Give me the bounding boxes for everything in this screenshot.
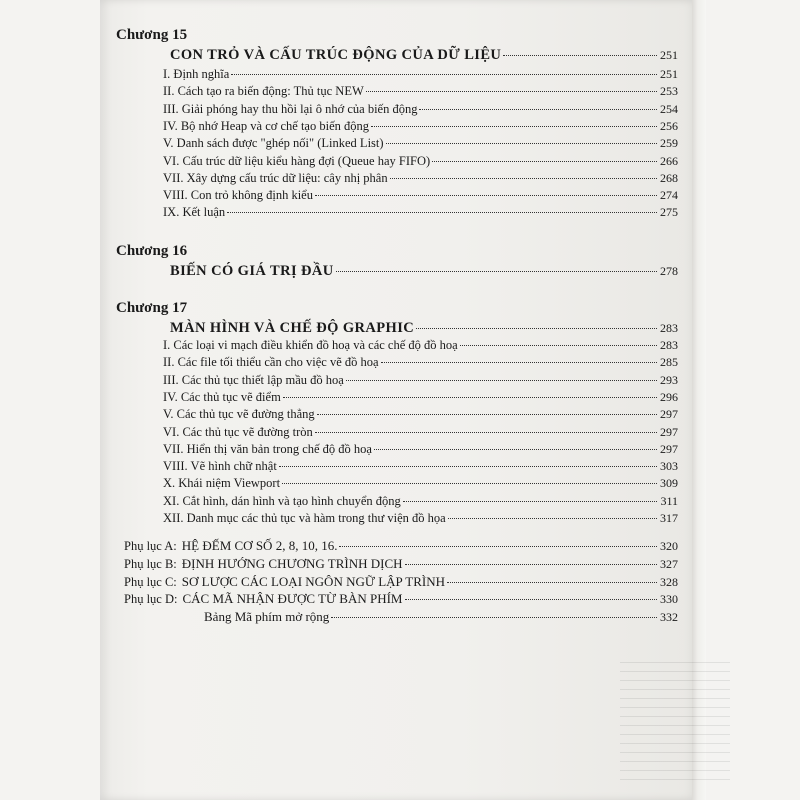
toc-leader: [346, 380, 657, 381]
toc-entry-text: I. Các loại vi mạch điều khiển đồ hoạ và các chế độ đồ hoạ: [163, 338, 458, 352]
toc-entry-text: Bảng Mã phím mở rộng: [204, 609, 330, 625]
toc-item: [163, 407, 678, 422]
toc-page-number: 297: [660, 424, 678, 439]
toc-item: [163, 102, 678, 117]
toc-page-number: 251: [660, 67, 678, 81]
appendix-title: SƠ LƯỢC CÁC LOẠI NGÔN NGỮ LẬP TRÌNH: [181, 573, 446, 589]
appendix-item: [124, 538, 678, 554]
appendix-item: [124, 574, 678, 590]
toc-leader: [419, 109, 657, 110]
chapter-15-heading: Chương 15: [116, 27, 188, 43]
toc-item: [163, 355, 678, 370]
toc-entry-text: I. Định nghĩa: [163, 67, 230, 81]
appendix-item: [124, 556, 678, 572]
toc-item: [163, 171, 678, 186]
toc-item: [163, 373, 678, 388]
toc-leader: [460, 345, 657, 346]
toc-page-number: 283: [660, 338, 678, 352]
toc-entry-text: VIII. Con trỏ không định kiểu: [163, 188, 313, 203]
toc-page-number: 297: [660, 407, 678, 422]
toc-entry-text: X. Khái niệm Viewport: [163, 476, 281, 491]
chapter-15-title: [170, 47, 678, 64]
toc-entry-text: V. Danh sách được "ghép nối" (Linked List): [163, 136, 384, 151]
toc-item: [163, 154, 678, 169]
toc-entry-text: IV. Các thủ tục vẽ điểm: [163, 389, 281, 404]
toc-entry-text: II. Các file tối thiểu cần cho việc vẽ đồ hoạ: [163, 355, 379, 370]
toc-leader: [315, 432, 657, 433]
toc-page-number: 251: [660, 48, 678, 62]
toc-entry-text: VI. Cấu trúc dữ liệu kiểu hàng đợi (Queue hay FIFO): [163, 153, 431, 168]
toc-page-number: 274: [660, 188, 678, 203]
toc-page-number: 309: [660, 476, 678, 491]
toc-leader: [317, 414, 657, 415]
toc-leader: [371, 126, 657, 127]
toc-item: [163, 511, 678, 526]
toc-leader: [331, 617, 657, 618]
appendix-label: Phụ lục D:: [124, 592, 178, 607]
toc-entry-text: XI. Cắt hình, dán hình và tạo hình chuyển động: [163, 493, 401, 508]
toc-item: [163, 476, 678, 491]
toc-item: [163, 205, 678, 220]
appendix-item: [124, 591, 678, 607]
toc-title-text: MÀN HÌNH VÀ CHẾ ĐỘ GRAPHIC: [170, 320, 415, 336]
toc-page-number: 253: [660, 84, 678, 99]
toc-leader: [366, 91, 657, 92]
toc-page-number: 328: [660, 574, 678, 589]
appendix-label: Phụ lục C:: [124, 574, 177, 589]
toc-page-number: 266: [660, 153, 678, 168]
toc-item: [163, 119, 678, 134]
appendix-title: ĐỊNH HƯỚNG CHƯƠNG TRÌNH DỊCH: [181, 555, 403, 571]
toc-leader: [231, 74, 657, 75]
toc-entry-text: [124, 538, 337, 554]
toc-page-number: 330: [660, 592, 678, 607]
toc-leader: [432, 161, 657, 162]
toc-entry-text: IX. Kết luận: [163, 205, 226, 220]
appendix-label: Phụ lục B:: [124, 556, 177, 571]
toc-item: [163, 338, 678, 353]
toc-entry-text: V. Các thủ tục vẽ đường thẳng: [163, 407, 315, 422]
toc-item: [163, 136, 678, 151]
toc-page-number: 297: [660, 441, 678, 456]
toc-item: [163, 67, 678, 82]
toc-entry-text: [124, 574, 445, 590]
toc-leader: [405, 599, 658, 600]
chapter-17-title: [170, 320, 678, 337]
toc-page-number: 275: [660, 205, 678, 220]
toc-page-number: 285: [660, 355, 678, 370]
toc-page-number: 256: [660, 118, 678, 133]
toc-page-number: 303: [660, 459, 678, 474]
toc-entry-text: [124, 591, 403, 607]
toc-page-number: 327: [660, 556, 678, 571]
toc-leader: [503, 55, 657, 56]
toc-leader: [405, 564, 658, 565]
toc-page-number: 320: [660, 539, 678, 553]
appendix-title: HỆ ĐẾM CƠ SỐ 2, 8, 10, 16.: [181, 538, 338, 553]
toc-item: [163, 442, 678, 457]
toc-item: [163, 494, 678, 509]
toc-entry-text: VII. Hiển thị văn bản trong chế độ đồ hoạ: [163, 441, 372, 456]
toc-leader: [315, 195, 657, 196]
toc-item: [163, 84, 678, 99]
toc-leader: [390, 178, 657, 179]
toc-page-number: 332: [660, 610, 678, 625]
appendix-label: Phụ lục A:: [124, 539, 177, 553]
toc-page-number: 296: [660, 389, 678, 404]
toc-leader: [403, 501, 658, 502]
toc-entry-text: [124, 556, 403, 572]
toc-entry-text: VIII. Vẽ hình chữ nhật: [163, 459, 277, 474]
toc-page-number: 311: [660, 493, 678, 508]
appendix-item: [204, 609, 678, 625]
toc-page-number: 293: [660, 372, 678, 387]
toc-leader: [381, 362, 657, 363]
toc-page-number: 317: [660, 511, 678, 525]
toc-title-text: BIẾN CÓ GIÁ TRỊ ĐẦU: [170, 263, 334, 279]
toc-item: [163, 459, 678, 474]
toc-page-number: 283: [660, 321, 678, 335]
toc-item: [163, 188, 678, 203]
chapter-17-heading: Chương 17: [116, 300, 188, 316]
toc-leader: [282, 483, 657, 484]
toc-page-number: 254: [660, 101, 678, 116]
toc-leader: [339, 546, 657, 547]
chapter-16-heading: Chương 16: [116, 243, 188, 259]
toc-entry-text: IV. Bộ nhớ Heap và cơ chế tạo biến động: [163, 118, 369, 133]
toc-page-number: 268: [660, 170, 678, 185]
appendix-title: CÁC MÃ NHẬN ĐƯỢC TỪ BÀN PHÍM: [182, 591, 403, 607]
toc-leader: [279, 466, 657, 467]
toc-item: [163, 425, 678, 440]
toc-leader: [374, 449, 657, 450]
toc-entry-text: VII. Xây dựng cấu trúc dữ liệu: cây nhị phân: [163, 170, 388, 185]
toc-title-text: CON TRỎ VÀ CẤU TRÚC ĐỘNG CỦA DỮ LIỆU: [170, 47, 502, 63]
toc-leader: [336, 271, 657, 272]
chapter-16-title: [170, 263, 678, 280]
toc-item: [163, 390, 678, 405]
toc-page-number: 259: [660, 136, 678, 151]
toc-entry-text: VI. Các thủ tục vẽ đường tròn: [163, 424, 313, 439]
page-edge: [692, 0, 706, 800]
toc-entry-text: III. Giải phóng hay thu hồi lại ô nhớ của biến động: [163, 101, 418, 116]
toc-entry-text: XII. Danh mục các thủ tục và hàm trong thư viện đồ họa: [163, 511, 446, 525]
toc-leader: [416, 328, 657, 329]
toc-leader: [386, 143, 657, 144]
toc-leader: [447, 582, 657, 583]
toc-entry-text: III. Các thủ tục thiết lập mầu đồ hoạ: [163, 372, 344, 387]
toc-leader: [448, 518, 657, 519]
toc-entry-text: II. Cách tạo ra biến động: Thủ tục NEW: [163, 84, 364, 99]
toc-leader: [227, 212, 657, 213]
toc-page-number: 278: [660, 264, 678, 278]
toc-leader: [283, 397, 657, 398]
